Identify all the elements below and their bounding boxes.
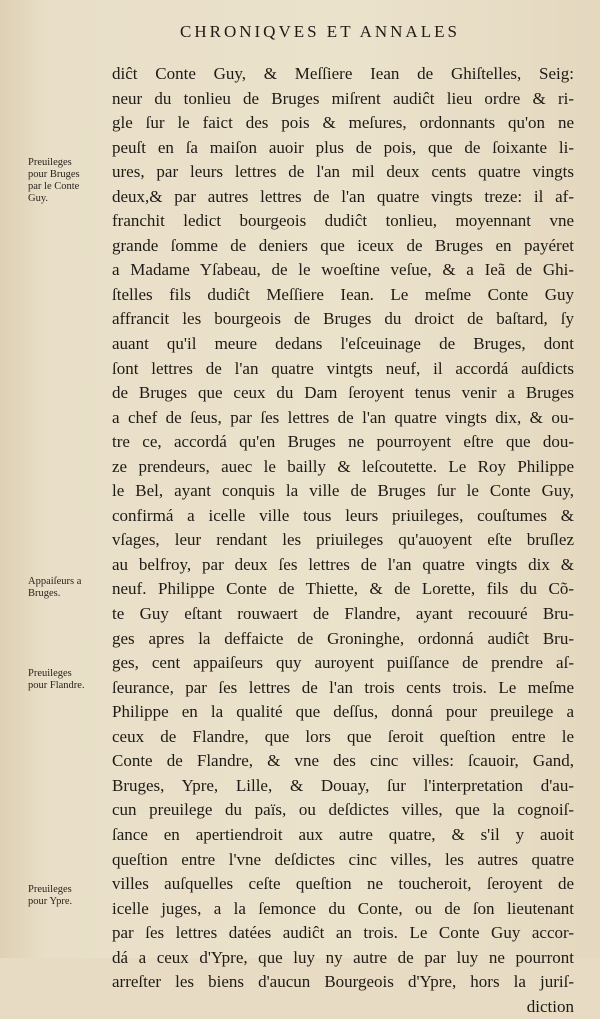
text-line: icelle juges, a la ſemonce du Conte, ou de ſon lieutenant	[112, 898, 574, 918]
text-line: ſont lettres de l'an quatre vintgts neuf, il accordá auſdicts	[112, 358, 574, 378]
text-line: affrancit les bourgeois de Bruges du droict de baſtard, ſy	[112, 309, 574, 329]
text-line: vſages, leur rendant les priuileges qu'auoyent eſte bruſlez	[112, 530, 574, 550]
margin-note-line: pour Flandre.	[28, 680, 85, 691]
text-line: tre ce, accordá qu'en Bruges ne pourroyent eſtre que dou-	[112, 432, 574, 452]
text-line: franchit ledict bourgeois dudiĉt tonlieu, moyennant vne	[112, 211, 574, 231]
text-line: queſtion entre l'vne deſdictes cinc villes, les autres quatre	[112, 849, 574, 869]
margin-note-line: Guy.	[28, 193, 49, 204]
text-line: peuſt en ſa maiſon auoir plus de pois, que de ſoixante li-	[112, 137, 574, 157]
text-line: deux,& par autres lettres de l'an quatre vingts treze: il af-	[112, 186, 574, 206]
margin-note	[28, 884, 108, 908]
margin-note-line: Preuileges	[28, 884, 72, 895]
text-line: par ſes lettres datées audiĉt an trois. Le Conte Guy accor-	[112, 923, 574, 943]
margin-note-line: pour Ypre.	[28, 896, 73, 907]
body-text	[112, 62, 574, 1019]
text-line: diĉt Conte Guy, & Meſſiere Iean de Ghiſtelles, Seig:	[112, 64, 574, 83]
text-line: Bruges, Ypre, Lille, & Douay, ſur l'interpretation d'au-	[112, 775, 574, 795]
text-line: villes auſquelles ceſte queſtion ne toucheroit, ſeroyent de	[112, 874, 574, 894]
margin-note	[28, 668, 108, 692]
running-header: CHRONIQVES ET ANNALES	[180, 22, 460, 41]
margin-note	[28, 157, 108, 205]
text-line: ges, cent appaiſeurs quy auroyent puiſſance de prendre aſ-	[112, 653, 574, 673]
text-line: gle ſur le faict des pois & meſures, ordonnants qu'on ne	[112, 113, 574, 133]
margin-note-line: Appaiſeurs a	[28, 576, 82, 587]
text-line: dá a ceux d'Ypre, que luy ny autre de par luy ne pourront	[112, 947, 574, 967]
margin-note-line: Preuileges	[28, 668, 72, 679]
text-line: au belfroy, par deux ſes lettres de l'an quatre vingts dix &	[112, 554, 574, 574]
text-line: arreſter les biens d'aucun Bourgeois d'Ypre, hors la juriſ-	[112, 972, 574, 992]
text-line: ures, par leurs lettres de l'an mil deux cents quatre vingts	[112, 162, 574, 182]
text-line: ze prendeurs, auec le bailly & leſcoutette. Le Roy Philippe	[112, 456, 574, 476]
text-line: Philippe en la qualité que deſſus, donná pour preuilege a	[112, 702, 574, 722]
text-line: ſeurance, par ſes lettres de l'an trois cents trois. Le meſme	[112, 677, 574, 697]
margin-note-line: Bruges.	[28, 588, 61, 599]
text-line: cun preuilege du païs, ou deſdictes villes, que la cognoiſ-	[112, 800, 574, 820]
text-line: grande ſomme de deniers que iceux de Bruges en payéret	[112, 235, 574, 255]
margin-note-line: Preuileges	[28, 157, 72, 168]
text-line: ſance en apertiendroit aux autre quatre, & s'il y auoit	[112, 824, 574, 844]
text-line: le Bel, ayant conquis la ville de Bruges ſur le Conte Guy,	[112, 481, 574, 501]
text-line: de Bruges que ceux du Dam ſeroyent tenus venir a Bruges	[112, 383, 574, 403]
text-line: confirmá a icelle ville tous leurs priuileges, couſtumes &	[112, 505, 574, 525]
text-line: te Guy eſtant rouwaert de Flandre, ayant recouuré Bru-	[112, 604, 574, 624]
text-line: a chef de ſeus, par ſes lettres de l'an quatre vingts dix, & ou-	[112, 407, 574, 427]
text-line: ſtelles fils dudiĉt Meſſiere Iean. Le meſme Conte Guy	[112, 284, 574, 304]
text-line: a Madame Yſabeau, de le woeſtine veſue, & a Ieã de Ghi-	[112, 260, 574, 280]
text-line: diction	[526, 996, 574, 1016]
text-line: auant qu'il meure dedans l'eſceuinage de Bruges, dont	[112, 334, 574, 354]
text-line: ges apres la deffaicte de Groninghe, ordonná audiĉt Bru-	[112, 628, 574, 648]
margin-note-line: par le Conte	[28, 181, 80, 192]
text-line: neuf. Philippe Conte de Thiette, & de Lorette, fils du Cõ-	[112, 579, 574, 599]
margin-note-line: pour Bruges	[28, 169, 80, 180]
margin-note	[28, 576, 108, 600]
text-line: ceux de Flandre, que lors que ſeroit queſtion entre le	[112, 726, 574, 746]
text-line: neur du tonlieu de Bruges miſrent audiĉt lieu ordre & ri-	[112, 88, 574, 108]
text-line: Conte de Flandre, & vne des cinc villes: ſcauoir, Gand,	[112, 751, 574, 771]
